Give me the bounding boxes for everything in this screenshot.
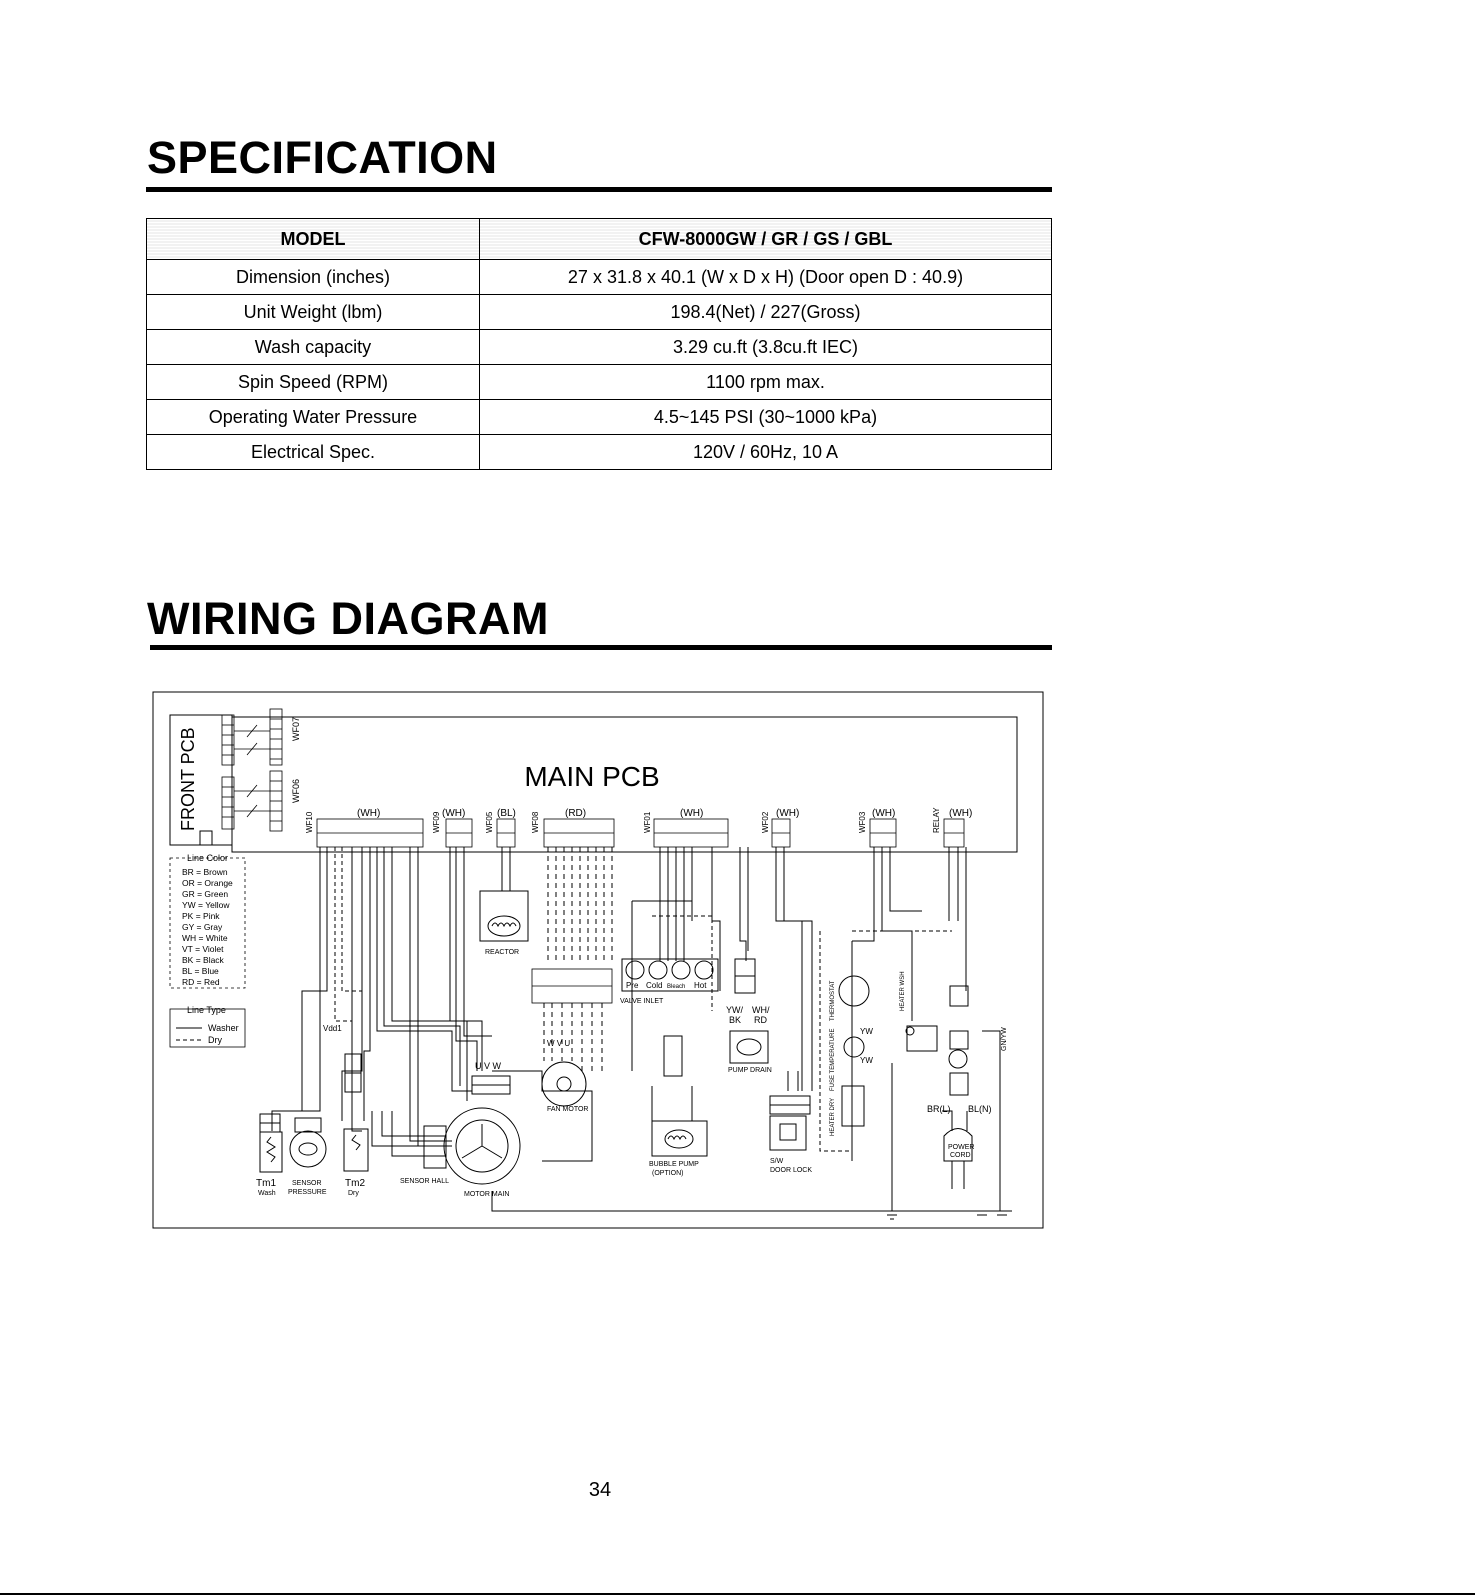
tm1-label: Tm1 <box>256 1178 276 1189</box>
connector-wf03: WF03 <box>858 811 867 833</box>
specification-title: SPECIFICATION <box>147 132 498 183</box>
spec-value: 3.29 cu.ft (3.8cu.ft IEC) <box>480 330 1052 365</box>
line-color-title: Line Color <box>187 853 229 863</box>
legend-item: GY = Gray <box>182 922 223 932</box>
motor-main <box>444 1071 1012 1211</box>
bubble-pump-label: BUBBLE PUMP <box>649 1161 699 1168</box>
wires-wf03 <box>852 847 922 1161</box>
title-rule <box>150 645 1052 650</box>
sensor-hall-label: SENSOR HALL <box>400 1178 450 1185</box>
spec-key: Spin Speed (RPM) <box>147 365 480 400</box>
ground-label: GN/YW <box>1001 1027 1008 1051</box>
connector-color-wh: (WH) <box>776 808 800 819</box>
connector-wf10: WF10 <box>305 811 314 833</box>
wires-fan <box>544 1003 602 1071</box>
connector-color-wh: (WH) <box>949 808 973 819</box>
thermostat-icon <box>839 976 869 1006</box>
connector-color-wh: (WH) <box>680 808 704 819</box>
heater-dry-label: HEATER DRY <box>830 1097 836 1136</box>
legend-item: BK = Black <box>182 955 224 965</box>
legend-item: BR = Brown <box>182 867 228 877</box>
tm1-wash-label: Wash <box>258 1190 276 1197</box>
fan-motor-label: FAN MOTOR <box>547 1106 589 1113</box>
front-pcb-connector <box>200 831 212 845</box>
spec-key: Electrical Spec. <box>147 435 480 470</box>
table-row <box>147 435 1052 470</box>
connector-wf07: WF07 <box>291 716 301 741</box>
spec-key: Dimension (inches) <box>147 260 480 295</box>
power-cord <box>892 1031 1000 1211</box>
legend-item: WH = White <box>182 933 228 943</box>
bubble-pump-option-label: (OPTION) <box>652 1170 684 1177</box>
valve-coils <box>626 961 713 979</box>
fuse-temperature-label: FUSE TEMPERATURE <box>830 1028 836 1091</box>
cord-label: CORD <box>950 1152 971 1159</box>
line-br-label: BR(L) <box>927 1104 951 1114</box>
valve-label: Pre <box>626 981 639 990</box>
table-row <box>147 295 1052 330</box>
reactor-label: REACTOR <box>485 949 520 956</box>
wire-tag: WH/ <box>752 1005 770 1015</box>
connector-9pin <box>532 969 612 1003</box>
wires-wf08 <box>548 847 612 961</box>
connector-color-bl: (BL) <box>497 808 516 819</box>
fan-phase-label: W V U <box>547 1039 571 1048</box>
connector-color-wh: (WH) <box>357 808 381 819</box>
dry-label: Dry <box>208 1035 222 1045</box>
bubble-pump <box>652 1036 707 1156</box>
spec-key: Unit Weight (lbm) <box>147 295 480 330</box>
heater-wash-label: HEATER WSH <box>900 971 906 1011</box>
valve-label: Bleach <box>667 984 686 990</box>
wire-tag: BK <box>729 1015 742 1025</box>
wiring-diagram-title: WIRING DIAGRAM <box>147 593 549 644</box>
tm2-label: Tm2 <box>345 1178 365 1189</box>
table-row <box>147 400 1052 435</box>
connector-wf01: WF01 <box>643 811 652 833</box>
table-row <box>147 330 1052 365</box>
fan-motor-icon <box>542 1062 586 1106</box>
motor-main-label: MOTOR MAIN <box>464 1191 510 1198</box>
legend-item: PK = Pink <box>182 911 220 921</box>
spec-value: 27 x 31.8 x 40.1 (W x D x H) (Door open D : 40.9) <box>480 260 1052 295</box>
spec-header-row <box>147 219 1052 260</box>
ground-icon <box>884 1211 1010 1219</box>
heater-dry-icon <box>842 1086 864 1126</box>
connector-wf02: WF02 <box>761 811 770 833</box>
heater-wash-relay <box>906 847 968 1095</box>
spec-value: 4.5~145 PSI (30~1000 kPa) <box>480 400 1052 435</box>
wires-wf05-reactor <box>480 847 528 941</box>
spec-header-value: CFW-8000GW / GR / GS / GBL <box>480 219 1052 260</box>
pressure-label: PRESSURE <box>288 1189 327 1196</box>
wires-wf09 <box>450 847 492 1071</box>
pump-drain-label: PUMP DRAIN <box>728 1067 772 1074</box>
connector-wf05: WF05 <box>485 811 494 833</box>
connector-color-rd: (RD) <box>565 808 587 819</box>
legend-item: RD = Red <box>182 977 220 987</box>
spec-value: 1100 rpm max. <box>480 365 1052 400</box>
front-pcb-header-bottom <box>222 771 282 831</box>
legend-item: YW = Yellow <box>182 900 230 910</box>
legend-item: BL = Blue <box>182 966 219 976</box>
table-row <box>147 260 1052 295</box>
fuse-temperature-icon <box>844 1037 864 1057</box>
switch-label: S/W <box>770 1158 784 1165</box>
page-number: 34 <box>588 1479 612 1501</box>
power-label: POWER <box>948 1144 975 1151</box>
wiring-diagram <box>152 691 1045 1231</box>
door-lock <box>770 1096 810 1150</box>
wire-tag: YW <box>860 1056 873 1065</box>
wire-tag: YW/ <box>726 1005 743 1015</box>
spec-value: 120V / 60Hz, 10 A <box>480 435 1052 470</box>
sensor-hall <box>372 1111 446 1168</box>
title-rule <box>146 187 1052 192</box>
valve-label: Cold <box>646 981 663 990</box>
spec-value: 198.4(Net) / 227(Gross) <box>480 295 1052 330</box>
pressure-sensor <box>290 1118 326 1167</box>
wires-wf01-dry <box>652 916 712 1011</box>
thermostat-label: THERMOSTAT <box>830 980 836 1021</box>
front-pcb-label: FRONT PCB <box>178 727 198 831</box>
tm1-sensor <box>260 1114 282 1172</box>
wire-tag: RD <box>754 1015 767 1025</box>
table-row <box>147 365 1052 400</box>
wires-wf02 <box>776 847 812 1091</box>
connector-wf09: WF09 <box>432 811 441 833</box>
line-bl-label: BL(N) <box>968 1104 992 1114</box>
connector-wf06: WF06 <box>291 778 301 803</box>
spec-header-key: MODEL <box>147 219 480 260</box>
spec-table <box>146 218 1052 470</box>
legend-item: VT = Violet <box>182 944 224 954</box>
motor-phase-label: U V W <box>475 1061 501 1071</box>
door-lock-label: DOOR LOCK <box>770 1167 813 1174</box>
connector-relay: RELAY <box>932 807 941 833</box>
wires-wf03-dry <box>820 931 952 1151</box>
spec-key: Wash capacity <box>147 330 480 365</box>
wire-tag: YW <box>860 1027 873 1036</box>
legend-item: GR = Green <box>182 889 229 899</box>
fan-motor-hub <box>557 1077 571 1091</box>
valve-inlet-label: VALVE INLET <box>620 998 664 1005</box>
spec-key: Operating Water Pressure <box>147 400 480 435</box>
tm2-dry-label: Dry <box>348 1190 359 1197</box>
line-type-title: Line Type <box>187 1005 226 1015</box>
sensor-label: SENSOR <box>292 1180 322 1187</box>
legend-item: OR = Orange <box>182 878 233 888</box>
washer-label: Washer <box>208 1023 239 1033</box>
connector-wf08: WF08 <box>531 811 540 833</box>
connector-color-wh: (WH) <box>872 808 896 819</box>
wires-wf10 <box>272 847 472 1146</box>
connector-color-wh: (WH) <box>442 808 466 819</box>
main-pcb-label: MAIN PCB <box>524 761 660 792</box>
vdd-label: Vdd1 <box>323 1024 342 1033</box>
pump-drain <box>730 847 768 1063</box>
valve-label: Hot <box>694 981 707 990</box>
